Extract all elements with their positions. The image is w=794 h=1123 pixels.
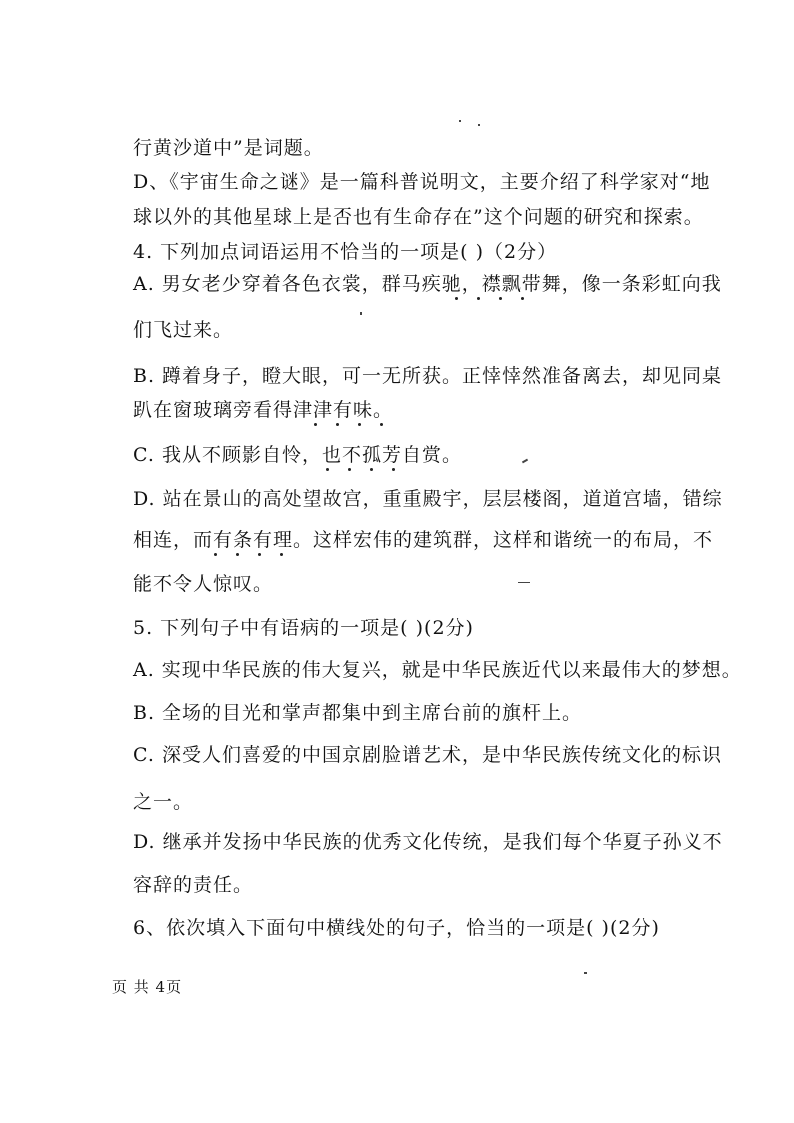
question-4-option-d-cont: 相连，而有条有理。这样宏伟的建筑群，这样和谐统一的布局，不 <box>133 529 714 551</box>
emphasis-dot <box>477 297 480 300</box>
scan-speck <box>478 124 480 126</box>
question-5-option-d: D. 继承并发扬中华民族的优秀文化传统，是我们每个华夏子孙义不 <box>133 831 723 853</box>
question-4: 4. 下列加点词语运用不恰当的一项是( )（2分） <box>133 241 558 263</box>
emphasis-dot <box>348 468 351 471</box>
question-4-option-a-cont: 们飞过来。 <box>133 319 234 341</box>
page-footer: 页 共 4页 <box>112 978 183 996</box>
emphasis-dot <box>455 297 458 300</box>
emphasis-dot <box>358 423 361 426</box>
emphasis-dot <box>236 553 239 556</box>
emphasis-dot <box>326 468 329 471</box>
question-4-option-b: B. 蹲着身子，瞪大眼，可一无所获。正悻悻然准备离去，却见同桌 <box>133 365 723 387</box>
emphasis-dot <box>214 553 217 556</box>
question-5: 5. 下列句子中有语病的一项是( )(2分) <box>133 617 474 639</box>
scan-speck <box>459 120 461 122</box>
question-4-option-c: C. 我从不顾影自怜，也不孤芳自赏。 <box>133 444 462 466</box>
emphasis-dot <box>521 297 524 300</box>
text-line-2: D、《宇宙生命之谜》是一篇科普说明文，主要介绍了科学家对“地 <box>133 171 711 193</box>
text-line-3: 球以外的其他星球上是否也有生命存在”这个问题的研究和探索。 <box>133 206 704 228</box>
scan-speck <box>522 459 528 464</box>
question-5-option-d-cont: 容辞的责任。 <box>133 874 254 896</box>
emphasis-dot <box>336 423 339 426</box>
question-5-option-a: A. 实现中华民族的伟大复兴，就是中华民族近代以来最伟大的梦想。 <box>133 659 742 681</box>
emphasis-dot <box>380 423 383 426</box>
question-4-option-d-end: 能不令人惊叹。 <box>133 573 274 595</box>
emphasis-dot <box>258 553 261 556</box>
question-4-option-d: D. 站在景山的高处望故宫，重重殿宇，层层楼阁，道道宫墙，错综 <box>133 488 723 510</box>
question-5-option-c: C. 深受人们喜爱的中国京剧脸谱艺术，是中华民族传统文化的标识 <box>133 744 722 766</box>
question-5-option-c-cont: 之一。 <box>133 791 194 813</box>
question-5-option-b: B. 全场的目光和掌声都集中到主席台前的旗杆上。 <box>133 702 583 724</box>
scan-speck <box>518 582 530 583</box>
question-6: 6、依次填入下面句中横线处的句子，恰当的一项是( )(2分) <box>133 917 660 939</box>
text-line-1: 行黄沙道中”是词题。 <box>133 137 324 159</box>
question-4-option-a: A. 男女老少穿着各色衣裳，群马疾驰，襟飘带舞，像一条彩虹向我 <box>133 273 722 295</box>
scan-speck <box>584 972 587 974</box>
emphasis-dot <box>280 553 283 556</box>
question-4-option-b-cont: 趴在窗玻璃旁看得津津有味。 <box>133 399 394 421</box>
emphasis-dot <box>392 468 395 471</box>
scan-speck <box>360 312 362 315</box>
emphasis-dot <box>370 468 373 471</box>
emphasis-dot <box>499 297 502 300</box>
emphasis-dot <box>314 423 317 426</box>
